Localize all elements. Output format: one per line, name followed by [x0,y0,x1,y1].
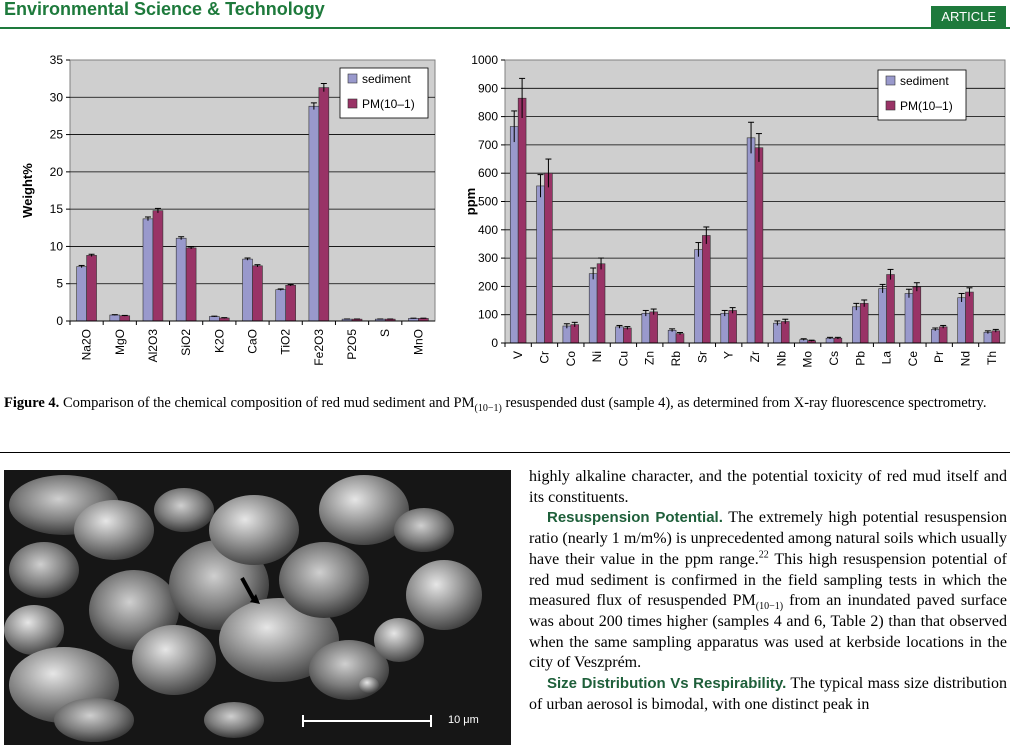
bar-sediment-nb [773,323,781,343]
bar-pm-th [992,331,1000,343]
paragraph-2-text-a: The extremely high potential resuspension ratio (nearly 1 m/m%) is unprecedented among natural soils which usually have their value in the ppm range. [529,509,1007,568]
bar-pm-cr [544,173,552,343]
legend-swatch [886,101,895,110]
bar-pm-co [571,325,579,343]
bar-sediment-co [563,326,571,343]
scale-bar [302,714,492,728]
paragraph-2-text-b: This high resuspension potential of red mud sediment is confirmed in the field sampling tests in which the measured flux of resuspended PM [529,550,1008,610]
oxide-composition-chart [0,48,455,385]
bar-sediment-rb [668,330,676,343]
bar-sediment-y [721,313,729,343]
legend-entry: PM(10–1) [900,99,953,113]
x-tick-label-la: La [879,351,894,365]
bar-sediment-ce [905,293,913,343]
x-tick-label-p2o5: P2O5 [345,329,360,360]
bar-sediment-sio2 [176,238,186,321]
section-divider [0,452,1010,453]
x-tick-label-cr: Cr [537,351,552,364]
bar-pm-zn [650,312,658,343]
x-tick-label-s: S [378,329,393,338]
y-tick-label: 1000 [471,53,498,67]
scale-bar-label: 10 μm [448,714,479,726]
y-tick-label: 35 [49,53,63,67]
paragraph-2 [529,508,1007,674]
x-tick-label-ce: Ce [905,351,920,367]
bar-pm-cu [623,328,631,343]
bar-pm-pr [939,327,947,343]
bar-sediment-th [984,332,992,343]
x-tick-label-pb: Pb [853,351,868,366]
micrograph-image [4,470,511,745]
y-tick-label: 100 [477,307,498,322]
y-tick-label: 25 [49,127,63,142]
bar-pm-nd [966,292,974,343]
figure-caption [4,394,1004,413]
x-tick-label-nd: Nd [958,351,973,367]
bar-pm-fe2o3 [319,88,329,321]
bar-pm-ce [913,287,921,343]
y-tick-label: 0 [56,314,63,328]
y-tick-label: 800 [477,109,498,124]
y-tick-label: 900 [477,81,498,96]
bar-sediment-zn [642,313,650,343]
y-tick-label: 400 [477,222,498,237]
legend-swatch [348,99,357,108]
bar-sediment-cao [243,259,253,321]
paragraph-3-text: The typical mass size distribution of urban aerosol is bimodal, with one distinct peak in [529,675,1007,713]
x-tick-label-zr: Zr [748,351,762,363]
bar-pm-ni [597,264,605,343]
x-tick-label-v: V [511,351,526,360]
x-tick-label-ni: Ni [590,351,605,363]
bar-pm-al2o3 [153,211,163,321]
y-tick-label: 0 [491,336,498,350]
legend-swatch [348,74,357,83]
caption-subscript: (10−1) [474,402,502,414]
journal-title: Environmental Science & Technology [4,0,325,19]
figure-label: Figure 4. [4,395,60,411]
paragraph-2-text-c: from an inundated paved surface was about 200 times higher (samples 4 and 6, Table 2) than that observed when the same sampling apparatus was used at kerbside locations in the city of Veszprém. [529,592,1008,672]
x-tick-label-rb: Rb [669,351,684,367]
x-tick-label-y: Y [721,351,736,360]
y-tick-label: 30 [49,90,63,105]
sem-micrograph [4,470,511,745]
bar-sediment-ni [589,274,597,343]
bar-sediment-tio2 [276,290,286,321]
y-axis-label: ppm [463,187,478,216]
legend [878,70,966,120]
x-tick-label-th: Th [984,351,999,366]
x-tick-label-cu: Cu [616,351,631,367]
bar-pm-pb [860,303,868,343]
x-tick-label-mgo: MgO [112,329,127,356]
body-text [529,467,1007,715]
bar-pm-sr [702,235,710,343]
paragraph-2-subscript: (10−1) [755,601,784,613]
y-tick-label: 20 [49,164,63,179]
x-tick-label-zn: Zn [642,351,657,366]
bar-sediment-pb [852,307,860,343]
x-tick-label-k2o: K2O [212,329,227,354]
bar-pm-y [729,310,737,343]
bar-pm-na2o [87,255,97,321]
article-type-badge: ARTICLE [931,6,1006,27]
bar-sediment-fe2o3 [309,106,319,321]
x-tick-label-al2o3: Al2O3 [145,329,160,363]
bar-sediment-mgo [110,315,120,321]
x-tick-label-na2o: Na2O [79,329,94,361]
bar-pm-mgo [120,316,130,321]
legend-swatch [886,76,895,85]
x-tick-label-tio2: TiO2 [278,329,293,355]
x-tick-label-co: Co [563,351,578,367]
x-tick-label-sr: Sr [695,351,710,363]
x-tick-label-cao: CaO [245,329,260,354]
bar-pm-v [518,98,526,343]
bar-pm-sio2 [186,248,196,321]
x-tick-label-sio2: SiO2 [179,329,194,356]
legend-entry: sediment [900,74,949,88]
x-tick-label-nb: Nb [774,351,789,367]
bar-sediment-na2o [77,267,87,321]
legend [340,68,428,118]
bar-pm-zr [755,148,763,343]
bar-sediment-sr [694,250,702,343]
x-tick-label-pr: Pr [932,351,947,363]
bar-pm-cao [253,266,263,321]
x-tick-label-mo: Mo [800,351,815,368]
y-tick-label: 500 [477,194,498,209]
reference-22: 22 [758,549,769,561]
bar-sediment-nd [958,298,966,343]
x-tick-label-cs: Cs [826,351,841,366]
bar-sediment-al2o3 [143,219,153,321]
bar-sediment-k2o [209,317,219,321]
x-tick-label-fe2o3: Fe2O3 [311,329,326,366]
bar-sediment-cr [537,186,545,343]
bar-sediment-cu [616,327,624,343]
y-tick-label: 10 [49,239,63,254]
y-tick-label: 15 [49,202,63,217]
trace-element-chart [455,48,1010,385]
bar-sediment-pr [931,329,939,343]
paragraph-1: highly alkaline character, and the potential toxicity of red mud itself and its constituents. [529,468,1007,506]
y-tick-label: 5 [56,276,63,291]
caption-text: Comparison of the chemical composition of red mud sediment and PM [62,395,475,411]
bar-sediment-v [510,127,518,343]
section-heading-size-distribution: Size Distribution Vs Respirability. [547,675,787,693]
y-axis-label: Weight% [20,163,35,218]
caption-text-rest: resuspended dust (sample 4), as determined from X-ray fluorescence spectrometry. [505,395,987,411]
bar-pm-nb [781,321,789,343]
legend-entry: PM(10–1) [362,97,415,111]
section-heading-resuspension: Resuspension Potential. [547,509,723,527]
bar-sediment-la [879,289,887,343]
x-tick-label-mno: MnO [411,329,426,356]
bar-pm-rb [676,334,684,343]
bar-pm-la [887,275,895,343]
legend-entry: sediment [362,72,411,86]
y-tick-label: 200 [477,279,498,294]
y-tick-label: 700 [477,137,498,152]
y-tick-label: 600 [477,166,498,181]
header-rule [0,27,1010,29]
paragraph-3 [529,674,1007,715]
bar-pm-tio2 [286,285,296,321]
y-tick-label: 300 [477,251,498,266]
bar-sediment-zr [747,138,755,343]
